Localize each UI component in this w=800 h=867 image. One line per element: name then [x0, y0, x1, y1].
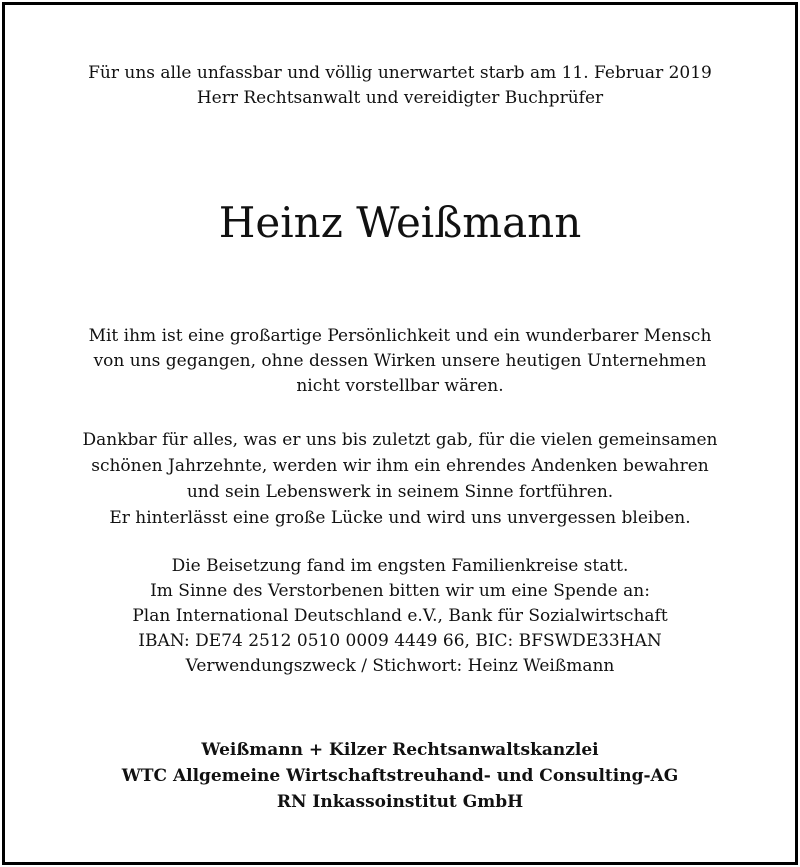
paragraph2-line: Dankbar für alles, was er uns bis zuletzt gab, für die vielen gemeinsamen [82, 430, 718, 450]
bank-details-line: IBAN: DE74 2512 0510 0009 4449 66, BIC: BFSWDE33HAN [138, 631, 662, 651]
obituary-notice [2, 2, 798, 865]
paragraph2-line: Er hinterlässt eine große Lücke und wird uns unvergessen bleiben. [109, 508, 691, 528]
signatory-firm: WTC Allgemeine Wirtschaftstreuhand- und Consulting-AG [121, 766, 679, 786]
paragraph1-line: Mit ihm ist eine großartige Persönlichkeit und ein wunderbarer Mensch [88, 326, 712, 346]
header-title: Herr Rechtsanwalt und vereidigter Buchprüfer [196, 88, 604, 108]
header-announcement: Für uns alle unfassbar und völlig unerwartet starb am 11. Februar 2019 [88, 63, 712, 83]
paragraph2-line: schönen Jahrzehnte, werden wir ihm ein ehrendes Andenken bewahren [91, 456, 709, 476]
deceased-name: Heinz Weißmann [218, 198, 582, 247]
reference-line: Verwendungszweck / Stichwort: Heinz Weißmann [185, 656, 615, 676]
paragraph1-line: von uns gegangen, ohne dessen Wirken unsere heutigen Unternehmen [93, 351, 707, 371]
donation-request-line: Im Sinne des Verstorbenen bitten wir um eine Spende an: [150, 581, 650, 601]
funeral-info-line: Die Beisetzung fand im engsten Familienkreise statt. [171, 556, 629, 576]
donation-recipient-line: Plan International Deutschland e.V., Bank für Sozialwirtschaft [132, 606, 668, 626]
signatory-firm: Weißmann + Kilzer Rechtsanwaltskanzlei [201, 740, 599, 760]
paragraph2-line: und sein Lebenswerk in seinem Sinne fortführen. [186, 482, 614, 502]
signatory-firm: RN Inkassoinstitut GmbH [276, 792, 524, 812]
paragraph1-line: nicht vorstellbar wären. [296, 376, 504, 396]
